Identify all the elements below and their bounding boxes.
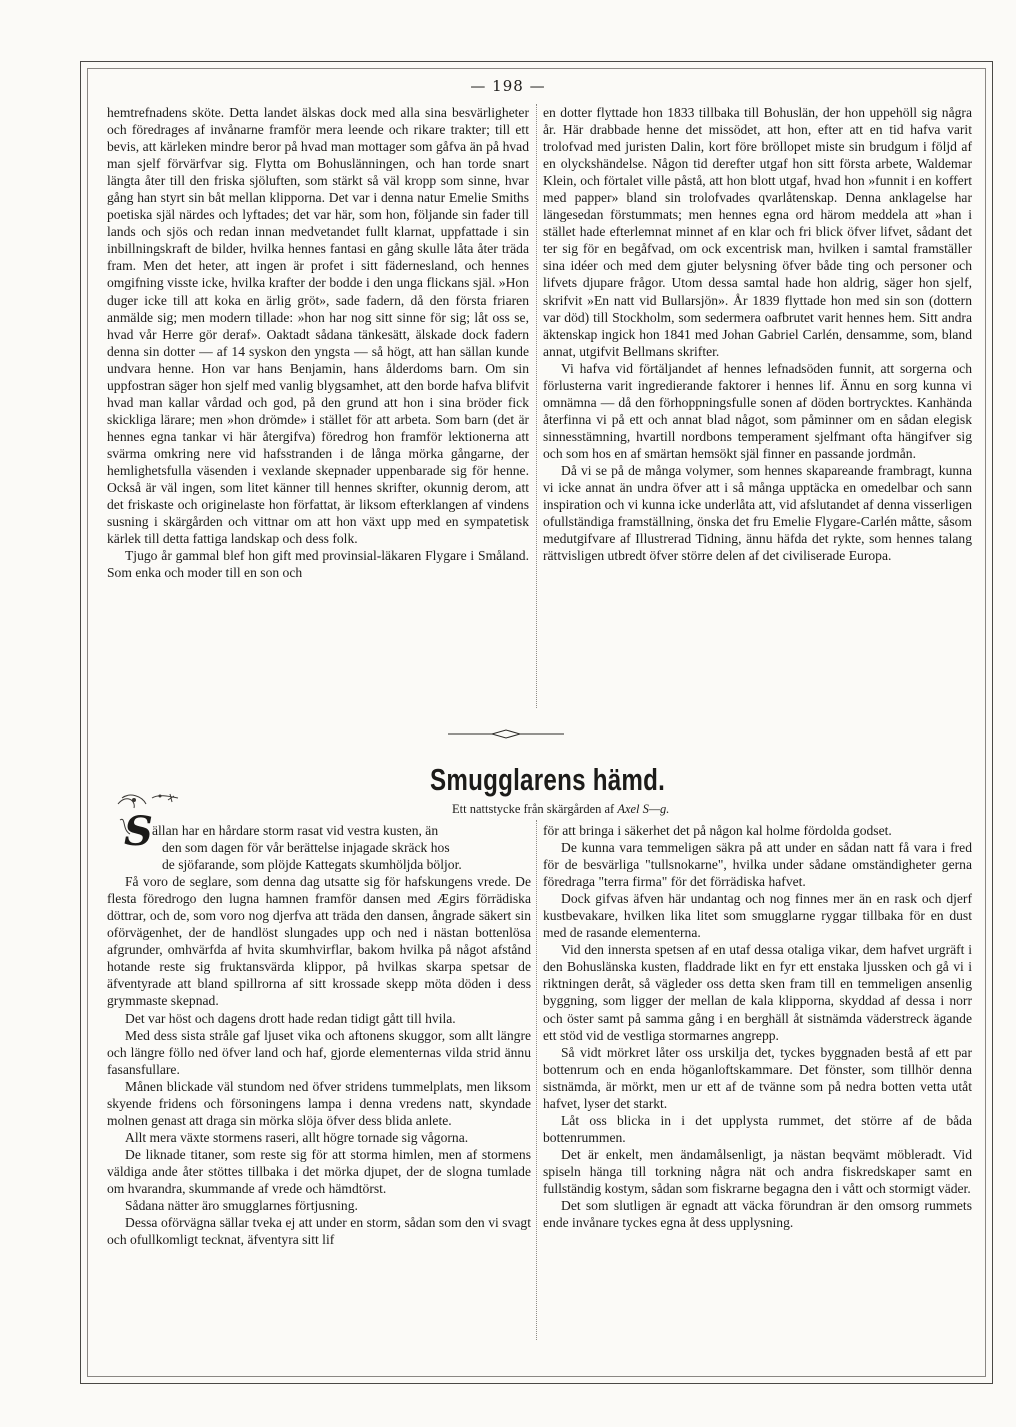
story-column-right	[543, 822, 972, 1231]
story-paragraph: De liknade titaner, som reste sig för att storma himlen, men af stormens väldiga ande åter stöttes tillbaka i det mörka djupet, der de slogna tumlade om hvarandra, skummande af vrede och hämdtörst.	[107, 1146, 531, 1196]
biography-paragraph: Vi hafva vid förtäljandet af hennes lefnadsöden funnit, att sorgerna och förlusterna varit ingredierande faktorer i hennes lif. Ännu en sorg kunna vi omnämna — då den förhoppningsfulle sonen af döden bortrycktes. Kanhända återfinna vi på ett och annat blad något, som påminner om en sådan elegisk sinnesstämning, hvartill nordbons temperament sjelfmant ofta hängifver sig och som hos en af smärtan hemsökt själ finner en passande jordmån.	[543, 360, 972, 461]
story-opening-line: de sjöfarande, som plöjde Kattegats skumhöljda böljor.	[162, 857, 462, 873]
section-divider-ornament	[448, 729, 564, 739]
page-number: — 198 —	[470, 77, 546, 95]
story-paragraph: Låt oss blicka in i det upplysta rummet, det större af de båda bottenrummen.	[543, 1112, 972, 1145]
biography-paragraph: Tjugo år gammal blef hon gift med provinsial-läkaren Flygare i Småland. Som enka och moder till en son och	[107, 548, 529, 581]
story-paragraph: för att bringa i säkerhet det på någon kal holme fördolda godset.	[543, 823, 892, 838]
story-paragraph: Få voro de seglare, som denna dag utsatte sig för hafskungens vrede. De flesta föredrogo den lugna hamnen framför dansen med Ægirs förrädiska döttrar, och de, som voro nog djerfva att träda den dansen, ångrade säkert sin oförvägenhet, der de handlöst slungades upp och ned i nästan bottenlösa afgrunder, omhvärfda af hvita skumhvirflar, bakom hvilka på något afstånd hotande reste sig fruktansvärda klippor, på hvilkas skarpa spetsar de äfventyrade att bland spillrorna af sitt krossade skepp möta döden i dess grymmaste skepnad.	[107, 874, 531, 1009]
biography-column-right	[543, 104, 972, 564]
story-paragraph: Det är enkelt, men ändamålsenligt, ja nästan beqvämt möbleradt. Vid spiseln hänga till torkning några nät och andra fiskredskaper samt en fullständig kostym, sådan som fiskrarne begagna den i vått och stormigt väder.	[543, 1146, 972, 1196]
story-paragraph: Allt mera växte stormens raseri, allt högre tornade sig vågorna.	[125, 1129, 469, 1145]
biography-paragraph: en dotter flyttade hon 1833 tillbaka till Bohuslän, der hon uppehöll sig några år. Här drabbade henne det missödet, att hon, efter att en tid hafva varit trolofvad med juristen Dalin, kort före bröllopet miste sin brudgum i följd af en olyckshändelse. Någon tid derefter utgaf hon sitt första arbete, Waldemar Klein, och förtalet ville påstå, att hon blott utgaf, hvad hon »funnit i en koffert med papper» bland sin trolofvades qvarlåtenskap. Denna anklagelse har längesedan förstummats; men hennes egna ord härom meddela att »han i stället hade efterlemnat minnet af en klar och fri blick öfver lifvet, sådant det ter sig för en begåfvad, om ock excentrisk man, hvilken i samtal framställer sina idéer och med dem gjuter belysning öfver både ting och personer och lifvets djupare frågor. Utom dessa samtal hade hon aldrig, säger hon sjelf, skrifvit »En natt vid Bullarsjön». År 1839 flyttade hon med sin son (dottern var död) till Stockholm, som sedermera oafbrutet varit hennes hem. Sitt andra äktenskap ingick hon 1841 med Johan Gabriel Carlén, densamme, som, bland annat, utgifvit Bellmans skrifter.	[543, 105, 972, 359]
column-rule-bottom	[536, 820, 537, 1340]
story-paragraph: Dock gifvas äfven här undantag och nog finnes mer än en rask och djerf kustbevakare, hvilken lika litet som smugglarne ryggar tillbaka för en dust med de rasande elementerna.	[543, 891, 972, 941]
story-paragraph: Vid den innersta spetsen af en utaf dessa otaliga vikar, dem hafvet urgräft i den Bohuslänska kusten, fladdrade likt en fyr ett enstaka ljussken och gå vi i riktningen deråt, så vägleder oss detta sken fram till en temmeligen ansenlig byggning, som ligger der mellan de kala klipporna, skyddad af dessa i norr och öster samt på samma gång i en berghäll åt sistnämda väderstreck ägande ett stöd vid de vestliga stormarnes angrepp.	[543, 942, 972, 1043]
story-title: Smugglarens hämd.	[430, 762, 666, 797]
story-paragraph: Sådana nätter äro smugglarnes förtjusning.	[125, 1198, 358, 1214]
story-paragraph: Dessa oförvägna sällar tveka ej att under en storm, sådan som den vi svagt och ofullkomligt tecknat, äfventyra sitt lif	[107, 1215, 531, 1248]
story-subtitle	[452, 802, 952, 817]
story-opening-line: den som dagen för vår berättelse injagade skräck hos	[162, 840, 450, 856]
drop-initial: S	[124, 808, 153, 855]
story-author: Axel S—g.	[617, 802, 670, 816]
story-paragraph: De kunna vara temmeligen säkra på att under en sådan natt få vara i fred för de besvärliga "tullsnokarne", hvilka under sådane omständigheter gerna föredraga "terra firma" för det förrädiska hafvet.	[543, 840, 972, 890]
story-paragraph: Med dess sista stråle gaf ljuset vika och aftonens skuggor, som allt längre och längre föllo ned öfver land och haf, gjorde elementernas vilda strid ännu fasansfullare.	[107, 1027, 531, 1077]
story-paragraph: Det var höst och dagens drott hade redan tidigt gått till hvila.	[125, 1010, 456, 1026]
story-column-left	[107, 822, 531, 1248]
story-opening-line: ällan har en hårdare storm rasat vid vestra kusten, än	[152, 823, 439, 838]
biography-paragraph: hemtrefnadens sköte. Detta landet älskas dock med alla sina besvärligheter och föredrages af invånarne framför mera leende och rikare trakter; till ett bevis, att kärleken mindre beror på hvad man mottager som gåfva än på hvad man sjelf förvärfvar sig. Flytta om Bohuslänningen, och han torde snart längta åter till den friska sjöluften, som stärkt så väl kropp som sinne, hvar gång han styrt sin båt mellan klipporna. Det var i denna natur Emelie Smiths poetiska själ närdes och lyftades; det var här, som hon, följande sin fader till lands och sjös och redan innan medvetandet fullt klarnat, uppfattade i sin inbillningskraft de bilder, hvilka hennes fantasi en gång skulle låta åter träda fram. Men det heter, att ingen är profet i sitt fädernesland, och hennes omgifning visste icke, hvilka krafter der bodde i den unga flickans själ. »Hon duger icke till att koka en ärlig gröt», sade fadern, då den första friaren anmälde sig; men modern tillade: »hon har nog sitt sinne för sig; låt oss se, hvad vår Herre gör deraf». Oaktadt sådana tänkesätt, älskade dock fadern denna sin dotter — af 14 syskon den yngsta — så högt, att han sällan kunde undvara henne. Hon var hans Benjamin, hans ålderdoms barn. Om sin uppfostran säger hon sjelf med vanlig blygsamhet, att den borde hafva blifvit hvad man kallar vårdad och god, på den grund att hon i sina bröder fick skickliga lärare; men »hon drömde» i stället för att arbeta. Som barn (det är hennes egna tankar vi här återgifva) föredrog hon framför lektionerna att svärma omkring nere vid hafsstranden i de långa mörka gångarne, der hemlighetsfulla väsenden i vexlande skepnader uppenbarade sig för henne. Också är väl ingen, som litet känner till hennes skrifter, okunnig derom, att det friskaste och originelaste hon författat, är liksom efterklangen af vindens susning i skärgården och vittnar om att hon växt upp med en sympatetisk kärlek till detta fattiga landskap och dess folk.	[107, 105, 529, 547]
story-paragraph: Så vidt mörkret låter oss urskilja det, tyckes byggnaden bestå af ett par bottenrum och en enda höganloftskammare. Det fönster, som tillhör denna sistnämda, är mörkt, men ur ett af de tvänne som på nedra botten vetta utåt hafvet, lyser det starkt.	[543, 1044, 972, 1111]
subtitle-text: Ett nattstycke från skärgården af	[452, 802, 615, 816]
biography-paragraph: Då vi se på de många volymer, som hennes skapareande frambragt, kunna vi icke annat än undra öfver att i så många upptäcka en omedelbar och sann inspiration och vi kunna icke underlåta att, vid afslutandet af denna visserligen ofullständiga framställning, önska det fru Emelie Flygare-Carlén måtte, såsom medutgifvare af Illustrerad Tidning, ännu häfda det rykte, som hennes talang rättvisligen utbredt öfver större delen af det civiliserade Europa.	[543, 462, 972, 564]
story-paragraph: Månen blickade väl stundom ned öfver stridens tummelplats, men liksom skyende fridens och försoningens lampa i denna vredens natt, skyndade molnen genast att draga sin mörka slöja öfver dess blida anlete.	[107, 1078, 531, 1128]
column-rule-top	[536, 104, 537, 708]
biography-column-left	[107, 104, 529, 581]
story-paragraph: Det som slutligen är egnadt att väcka förundran är den omsorg rummets ende invånare tyckes egna åt dess upplysning.	[543, 1198, 972, 1231]
